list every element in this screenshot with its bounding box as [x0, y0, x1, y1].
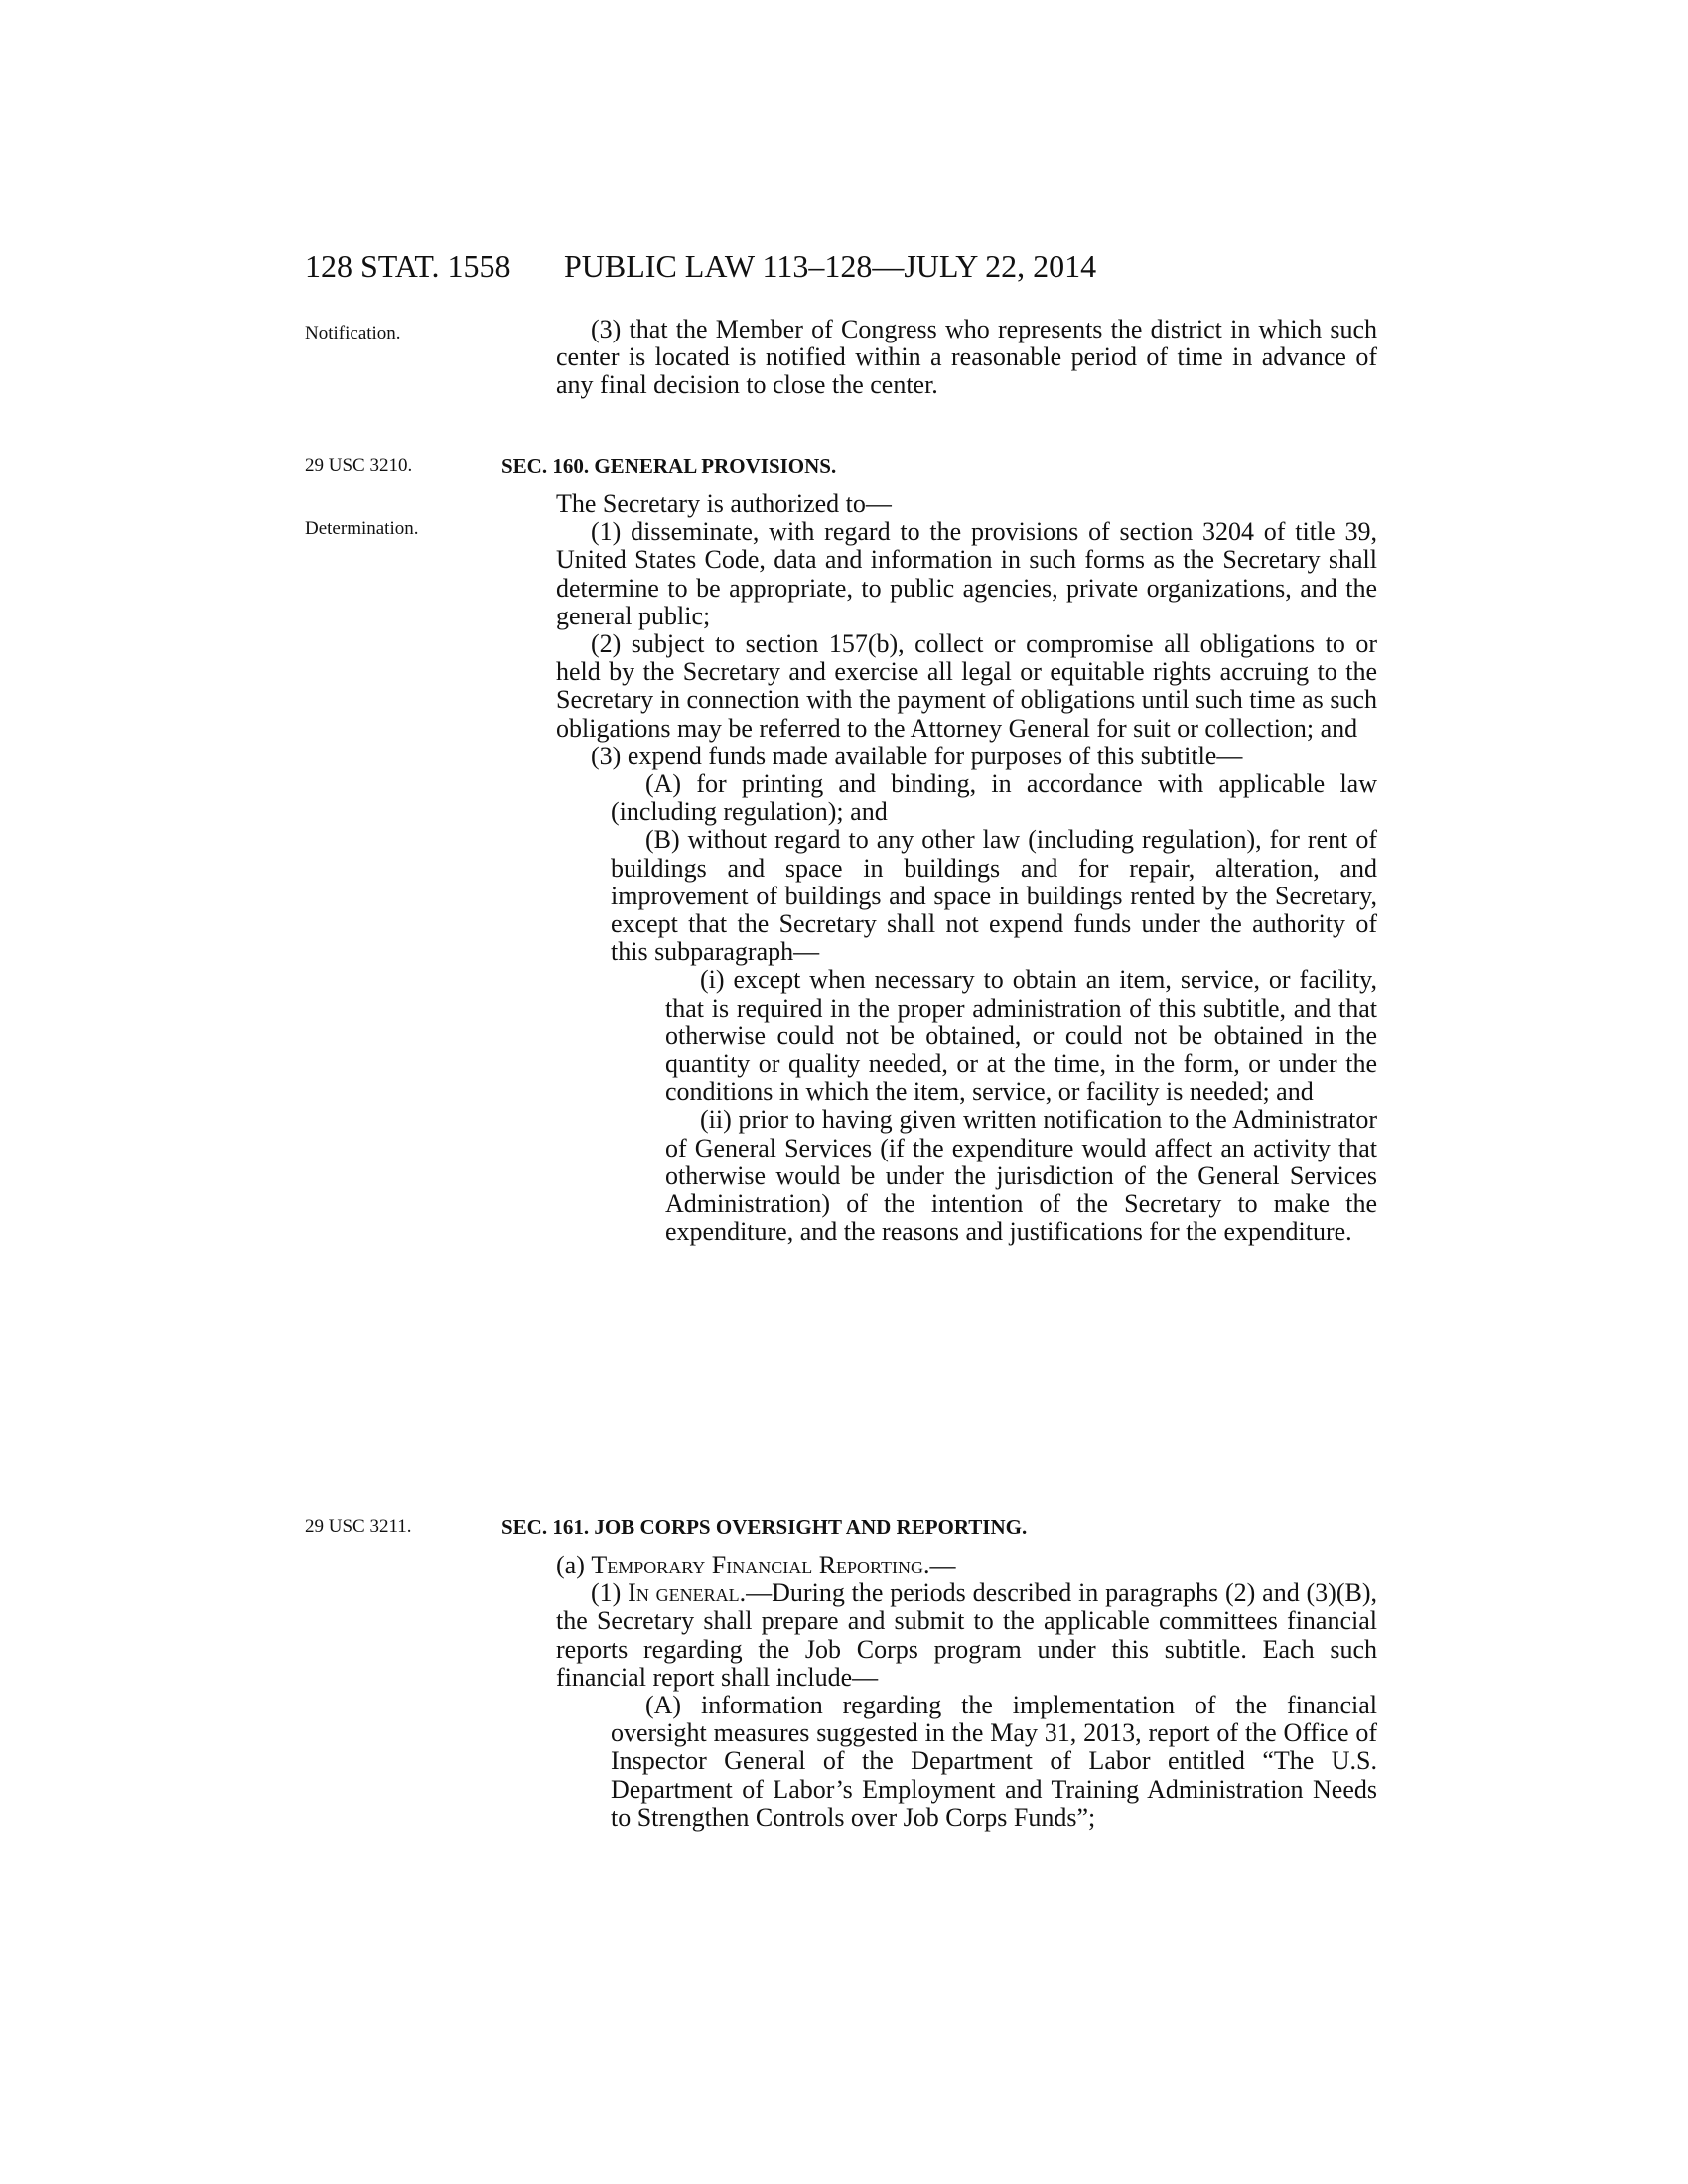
sec-160-paragraph-1: (1) disseminate, with regard to the provisions of section 3204 of title 39, United States Code, data and information in such forms as the Secretary shall determine to be appropriate, to public agencies, private organizations, and the general public; — [556, 517, 1377, 630]
sec-160-subparagraph-b: (B) without regard to any other law (including regulation), for rent of buildings and space in buildings and for repair, alteration, and improvement of buildings and space in buildings rented by the Secretary, except that the Secretary shall not expend funds under the authority of this subparagraph— — [611, 825, 1377, 967]
sec-160-intro: The Secretary is authorized to— — [556, 489, 892, 518]
paragraph-1-label: (1) — [591, 1578, 622, 1608]
page-header-title: PUBLIC LAW 113–128—JULY 22, 2014 — [564, 248, 1097, 284]
sec-161-paragraph-1 — [556, 1579, 1377, 1692]
sec-160-paragraph-2: (2) subject to section 157(b), collect or compromise all obligations to or held by the Secretary and exercise all legal or equitable rights accruing to the Secretary in connection with the payment of obligations until such time as such obligations may be referred to the Attorney General for suit or collection; and — [556, 629, 1377, 743]
subsection-a-title: Temporary Financial Reporting.— — [591, 1551, 956, 1579]
sec-161-heading: SEC. 161. JOB CORPS OVERSIGHT AND REPORTING. — [501, 1515, 1028, 1539]
sec-160-clause-i: (i) except when necessary to obtain an item, service, or facility, that is required in the proper administration of this subtitle, and that otherwise could not be obtained, or could not be obtained in the quantity or quality needed, or at the time, in the form, or under the conditions in which the item, service, or facility is needed; and — [665, 965, 1377, 1107]
margin-note-usc-3211: 29 USC 3211. — [305, 1516, 412, 1537]
paragraph-1-title: In general. — [628, 1578, 747, 1608]
sec-161-subparagraph-a: (A) information regarding the implementation of the financial oversight measures suggested in the May 31, 2013, report of the Office of Inspector General of the Department of Labor entitled “The U.S. Department of Labor’s Employment and Training Administration Needs to Strengthen Controls over Job Corps Funds”; — [611, 1691, 1377, 1832]
sec-161-body — [556, 1552, 1377, 1832]
sec-160-subparagraph-a: (A) for printing and binding, in accordance with applicable law (including regulation); and — [611, 769, 1377, 827]
sec-160-clause-ii: (ii) prior to having given written notification to the Administrator of General Services (if the expenditure would affect an activity that otherwise would be under the jurisdiction of the General Services Administration) of the intention of the Secretary to make the expenditure, and the reasons and justifications for the expenditure. — [665, 1105, 1377, 1247]
sec-160-heading: SEC. 160. GENERAL PROVISIONS. — [501, 454, 837, 478]
carryover-block — [556, 316, 1377, 400]
paragraph-3-notification: (3) that the Member of Congress who represents the district in which such center is located is notified within a reasonable period of time in advance of any final decision to close the center. — [556, 315, 1377, 400]
stat-page-number: 128 STAT. 1558 — [305, 248, 511, 284]
margin-note-notification: Notification. — [305, 323, 401, 343]
paragraph-1-text: —During the periods described in paragraphs (2) and (3)(B), the Secretary shall prepare and submit to the applicable committees financial reports regarding the Job Corps program under this subtitle. Each such financial report shall include— — [556, 1578, 1377, 1692]
margin-note-usc-3210: 29 USC 3210. — [305, 455, 413, 476]
sec-160-body — [556, 490, 1377, 1246]
margin-note-determination: Determination. — [305, 518, 419, 539]
subsection-a-label: (a) — [556, 1551, 585, 1579]
subsection-a-heading — [556, 1552, 1377, 1579]
sec-160-paragraph-3: (3) expend funds made available for purposes of this subtitle— — [591, 741, 1243, 770]
